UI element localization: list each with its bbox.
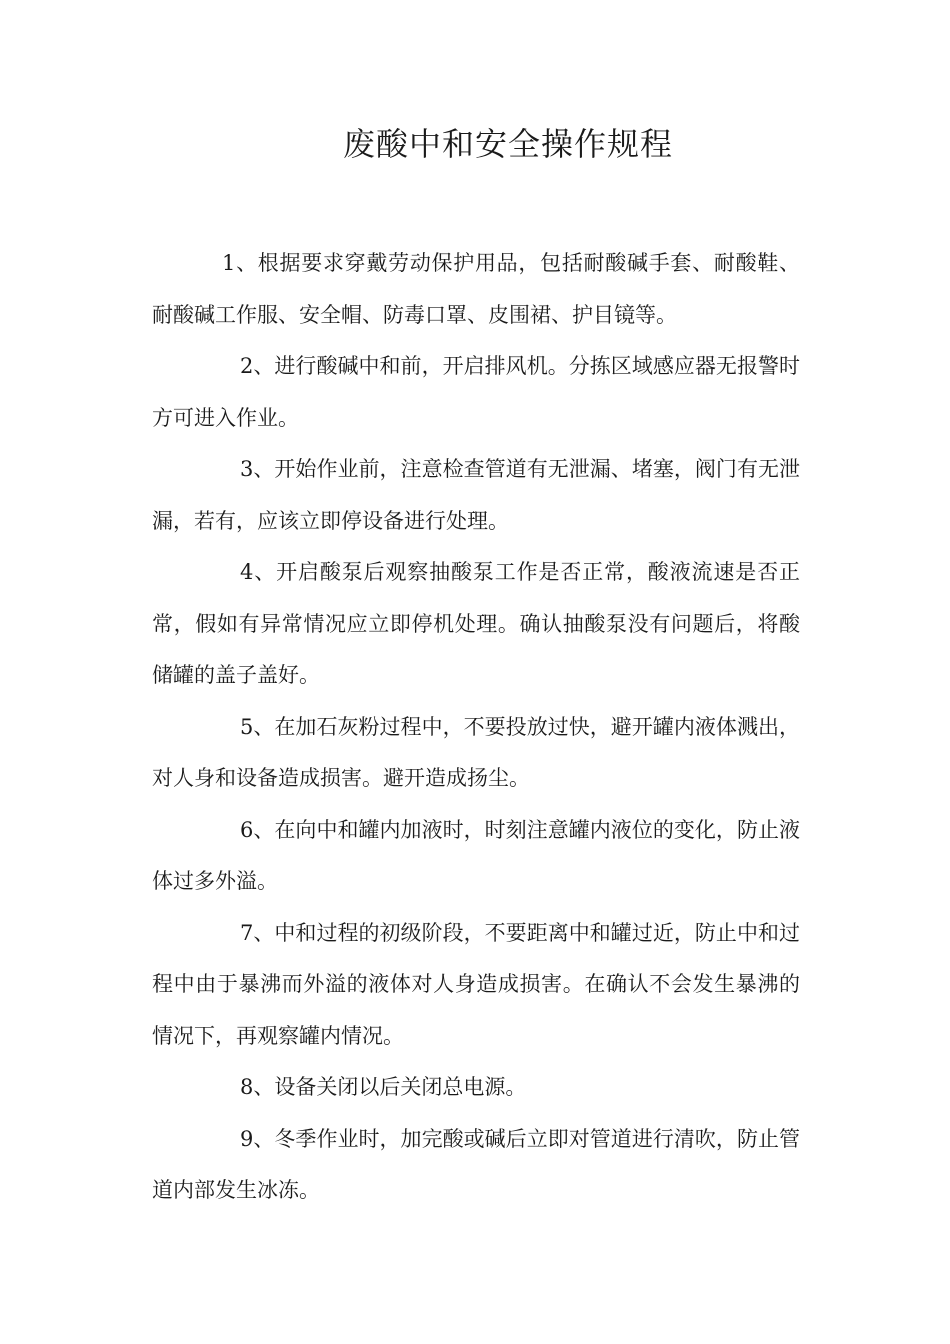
paragraph-2: 2、进行酸碱中和前，开启排风机。分拣区域感应器无报警时方可进入作业。 [152,354,800,430]
paragraph-5: 5、在加石灰粉过程中，不要投放过快，避开罐内液体溅出，对人身和设备造成损害。避开造成扬尘。 [152,714,800,790]
paragraph-3: 3、开始作业前，注意检查管道有无泄漏、堵塞，阀门有无泄漏，若有，应该立即停设备进行处理。 [152,457,800,533]
paragraph-4: 4、开启酸泵后观察抽酸泵工作是否正常，酸液流速是否正常，假如有异常情况应立即停机处理。确认抽酸泵没有问题后，将酸储罐的盖子盖好。 [152,560,800,687]
paragraph-9: 9、冬季作业时，加完酸或碱后立即对管道进行清吹，防止管道内部发生冰冻。 [152,1126,800,1202]
paragraph-6: 6、在向中和罐内加液时，时刻注意罐内液位的变化，防止液体过多外溢。 [152,817,800,893]
page-title: 废酸中和安全操作规程 [342,125,673,163]
paragraph-7: 7、中和过程的初级阶段，不要距离中和罐过近，防止中和过程中由于暴沸而外溢的液体对人身造成损害。在确认不会发生暴沸的情况下，再观察罐内情况。 [152,920,800,1048]
document-body [152,238,800,1217]
paragraph-8: 8、设备关闭以后关闭总电源。 [240,1075,527,1099]
paragraph-1: 1、根据要求穿戴劳动保护用品，包括耐酸碱手套、耐酸鞋、耐酸碱工作服、安全帽、防毒口罩、皮围裙、护目镜等。 [152,251,800,327]
